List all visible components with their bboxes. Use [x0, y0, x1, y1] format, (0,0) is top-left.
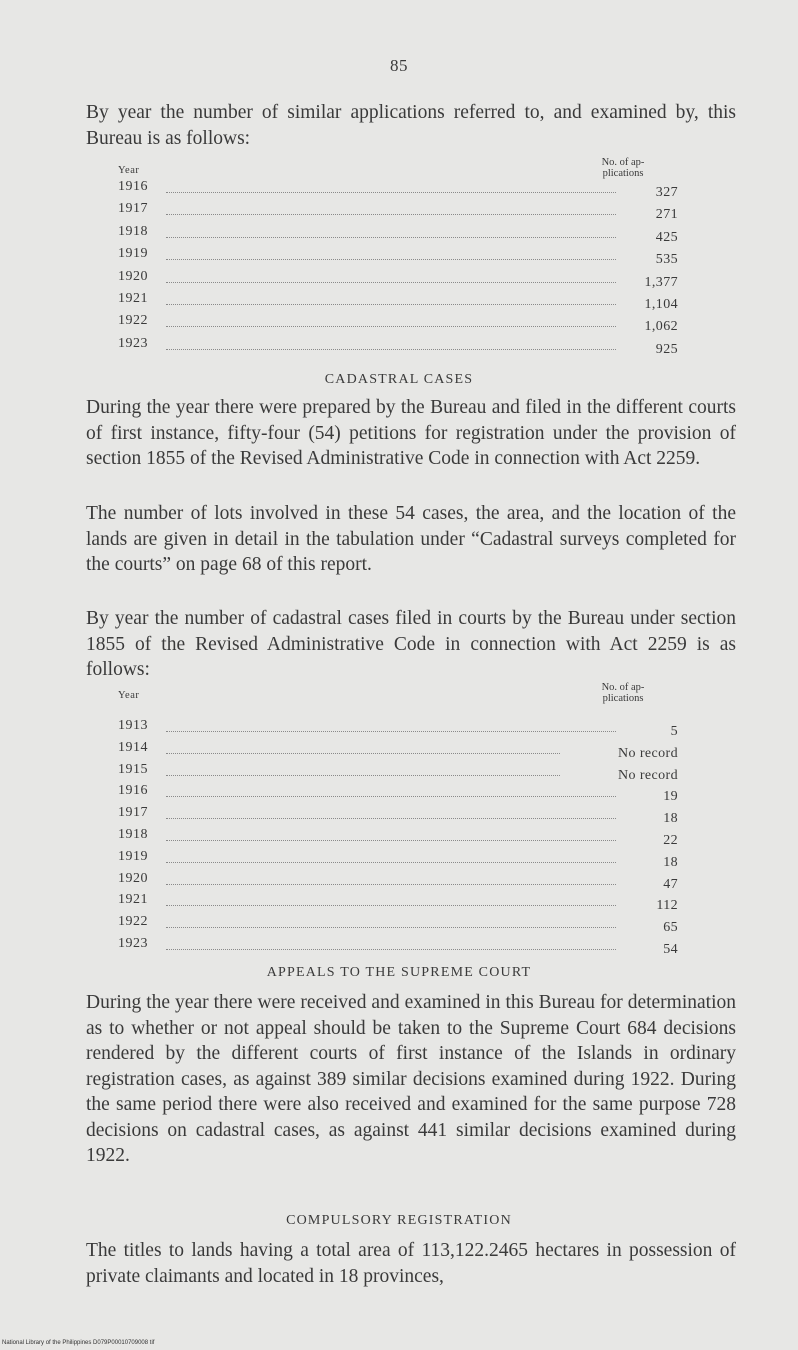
table2-value-header-line1: No. of ap- [601, 682, 645, 693]
table-row [118, 805, 678, 827]
table-row [118, 179, 678, 201]
heading-compulsory-registration: COMPULSORY REGISTRATION [286, 1213, 512, 1228]
row-year: 1923 [118, 335, 148, 351]
table-row [118, 827, 678, 849]
table-row [118, 718, 678, 740]
row-year: 1916 [118, 179, 148, 194]
row-year: 1918 [118, 223, 148, 239]
dot-leader [166, 884, 616, 885]
table-row [118, 336, 678, 358]
row-year: 1922 [118, 313, 148, 329]
compulsory-paragraph-text: The titles to lands having a total area of 113,122.2465 hectares in possession of private claimants and located in 18 provinces, [86, 1240, 736, 1287]
intro-text: By year the number of similar applications referred to, and examined by, this Bureau is as follows: [86, 102, 736, 149]
row-year: 1914 [118, 739, 148, 755]
table-row [118, 740, 678, 762]
table-row [118, 936, 678, 958]
row-value: No record [618, 767, 678, 783]
dot-leader [166, 349, 616, 350]
row-year: 1922 [118, 914, 148, 930]
dot-leader [166, 192, 616, 193]
table1-value-header-line2: plications [602, 168, 644, 179]
row-year: 1915 [118, 761, 148, 777]
table-row [118, 762, 678, 784]
dot-leader [166, 818, 616, 819]
row-value: 327 [655, 185, 678, 200]
intro-paragraph [86, 100, 736, 151]
row-year: 1916 [118, 783, 148, 799]
row-value: No record [618, 745, 678, 761]
dot-leader [166, 326, 616, 327]
appeals-paragraph-text: During the year there were received and examined in this Bureau for determination as to whether or not appeal should be taken to the Supreme Court 684 decisions rendered by the different courts of first instance of the Islands in ordinary registration cases, as against 389 similar decisions examined during 1922. During the same period there were also received and examined for the same purpose 728 decisions on cadastral cases, as against 441 similar decisions examined during 1922. [86, 992, 736, 1166]
table1-value-header [568, 157, 678, 179]
dot-leader [166, 905, 616, 906]
row-year: 1920 [118, 268, 148, 284]
row-year: 1917 [118, 805, 148, 821]
dot-leader [166, 775, 560, 776]
row-year: 1917 [118, 201, 148, 217]
cadastral-paragraph-3-text: By year the number of cadastral cases filed in courts by the Bureau under section 1855 of the Revised Administrative Code in connection with Act 2259 is as follows: [86, 608, 736, 680]
row-year: 1921 [118, 291, 148, 306]
table-row [118, 246, 678, 268]
row-value: 18 [663, 854, 678, 870]
row-year: 1921 [118, 892, 148, 908]
table-row [118, 291, 678, 313]
table-row [118, 313, 678, 335]
cadastral-paragraph-2 [86, 501, 736, 578]
table-row [118, 783, 678, 805]
row-value: 65 [663, 920, 678, 936]
table-row [118, 914, 678, 936]
row-value: 112 [656, 898, 678, 914]
row-value: 1,377 [644, 274, 678, 290]
appeals-paragraph [86, 990, 736, 1169]
table-row [118, 269, 678, 291]
row-value: 5 [670, 724, 678, 739]
row-value: 1,062 [644, 319, 678, 335]
dot-leader [166, 796, 616, 797]
row-year: 1923 [118, 936, 148, 951]
heading-appeals: APPEALS TO THE SUPREME COURT [266, 965, 532, 980]
row-value: 1,104 [644, 297, 678, 312]
row-year: 1918 [118, 827, 148, 842]
row-value: 54 [663, 942, 678, 957]
applications-table [118, 157, 678, 365]
row-value: 22 [663, 833, 678, 848]
table1-year-header: Year [118, 165, 140, 176]
table2-year-header: Year [118, 690, 140, 701]
page-number: 85 [390, 56, 408, 75]
table-row [118, 892, 678, 914]
dot-leader [166, 304, 616, 305]
row-value: 925 [655, 341, 678, 357]
dot-leader [166, 753, 560, 754]
dot-leader [166, 927, 616, 928]
table-row [118, 849, 678, 871]
row-year: 1919 [118, 848, 148, 864]
row-year: 1919 [118, 246, 148, 262]
dot-leader [166, 237, 616, 238]
table-row [118, 871, 678, 893]
row-value: 425 [655, 229, 678, 245]
heading-cadastral-cases: CADASTRAL CASES [324, 372, 474, 387]
cadastral-paragraph-3 [86, 606, 736, 683]
cadastral-paragraph-2-text: The number of lots involved in these 54 cases, the area, and the location of the lands are given in detail in the tabulation under “Cadastral surveys completed for the courts” on page 68 of this report. [86, 503, 736, 575]
table1-value-header-line1: No. of ap- [601, 157, 645, 168]
dot-leader [166, 731, 616, 732]
row-value: 47 [663, 876, 678, 892]
table-row [118, 201, 678, 223]
dot-leader [166, 862, 616, 863]
dot-leader [166, 949, 616, 950]
row-value: 19 [663, 789, 678, 805]
row-year: 1920 [118, 870, 148, 886]
dot-leader [166, 282, 616, 283]
row-year: 1913 [118, 718, 148, 733]
table-row [118, 224, 678, 246]
table2-value-header-line2: plications [602, 693, 644, 704]
table2-value-header [568, 682, 678, 704]
row-value: 535 [655, 252, 678, 268]
compulsory-paragraph [86, 1238, 736, 1289]
dot-leader [166, 840, 616, 841]
scan-footer: National Library of the Philippines D079P00010709008 tif [2, 1340, 155, 1346]
dot-leader [166, 214, 616, 215]
row-value: 18 [663, 811, 678, 827]
cadastral-paragraph-1 [86, 395, 736, 472]
cadastral-cases-table [118, 682, 678, 960]
cadastral-paragraph-1-text: During the year there were prepared by the Bureau and filed in the different courts of first instance, fifty-four (54) petitions for registration under the provision of section 1855 of the Revised Administrative Code in connection with Act 2259. [86, 397, 736, 469]
dot-leader [166, 259, 616, 260]
row-value: 271 [655, 207, 678, 223]
